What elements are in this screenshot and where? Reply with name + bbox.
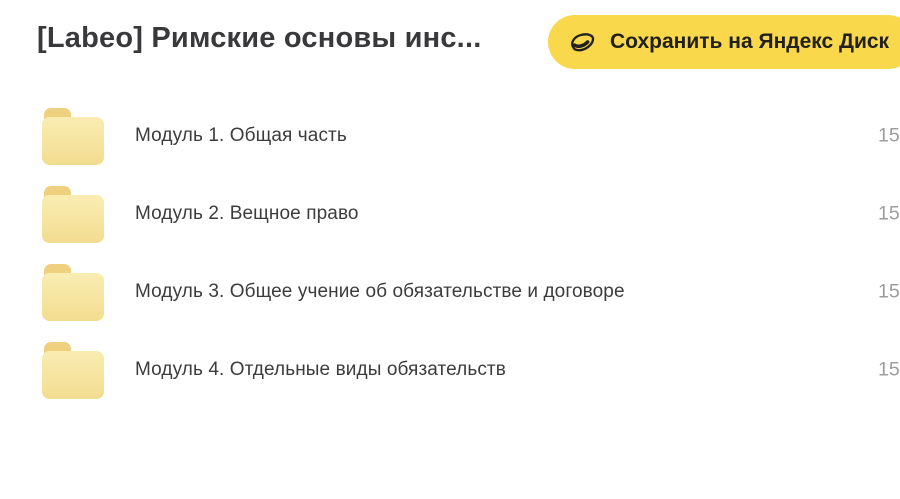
yandex-disk-logo-icon — [568, 29, 597, 56]
save-button-label: Сохранить на Яндекс Диск — [610, 30, 890, 53]
folder-row[interactable] — [42, 107, 900, 165]
folder-row[interactable] — [42, 341, 900, 399]
folder-meta-clipped: 15 — [878, 124, 900, 147]
folder-icon — [42, 186, 104, 243]
folder-name: Модуль 2. Вещное право — [135, 203, 359, 224]
folder-row[interactable] — [42, 185, 900, 243]
folder-icon — [42, 108, 104, 165]
folder-meta-clipped: 15 — [878, 358, 900, 381]
folder-name: Модуль 4. Отдельные виды обязательств — [135, 359, 506, 380]
folder-meta-clipped: 15 — [878, 280, 900, 303]
folder-name: Модуль 3. Общее учение об обязательстве и договоре — [135, 281, 625, 302]
folder-icon — [42, 264, 104, 321]
save-to-yandex-disk-button[interactable] — [548, 15, 900, 69]
folder-row[interactable] — [42, 263, 900, 321]
page-title: [Labeo] Римские основы инс... — [37, 22, 482, 54]
folder-name: Модуль 1. Общая часть — [135, 125, 347, 146]
folder-meta-clipped: 15 — [878, 202, 900, 225]
folder-icon — [42, 342, 104, 399]
